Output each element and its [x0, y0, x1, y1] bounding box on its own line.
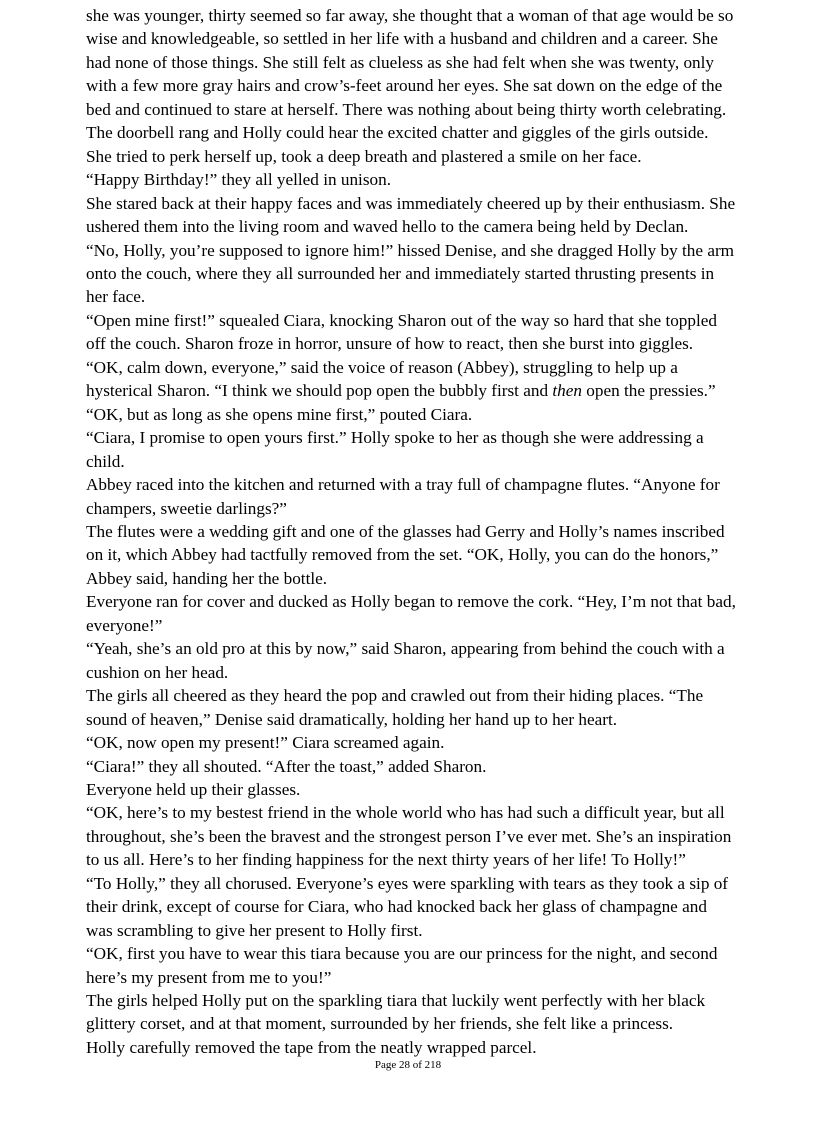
paragraph: “Ciara!” they all shouted. “After the toast,” added Sharon.	[86, 756, 487, 776]
paragraph: The girls all cheered as they heard the pop and crawled out from their hiding places. “The sound of heaven,” Denise said dramatically, holding her hand up to her heart.	[86, 686, 704, 729]
paragraph: Everyone held up their glasses.	[86, 779, 301, 799]
paragraph: she was younger, thirty seemed so far away, she thought that a woman of that age would be so wise and knowledgeable, so settled in her life with a husband and children and a career. She had none of those things. She still felt as clueless as she had felt when she was twenty, only with a few more gray hairs and crow’s-feet around her eyes. She sat down on the edge of the bed and continued to stare at herself. There was nothing about being thirty worth celebrating.	[86, 6, 734, 119]
paragraph: “OK, first you have to wear this tiara because you are our princess for the night, and second here’s my present from me to you!”	[86, 944, 718, 987]
paragraph: “To Holly,” they all chorused. Everyone’s eyes were sparkling with tears as they took a sip of their drink, except of course for Ciara, who had knocked back her glass of champagne and was scrambling to give her present to Holly first.	[86, 873, 729, 940]
paragraph: The girls helped Holly put on the sparkling tiara that luckily went perfectly with her black glittery corset, and at that moment, surrounded by her friends, she felt like a princess.	[86, 991, 706, 1034]
paragraph: “No, Holly, you’re supposed to ignore him!” hissed Denise, and she dragged Holly by the arm onto the couch, where they all surrounded her and immediately started thrusting presents in her face.	[86, 240, 735, 307]
paragraph: The flutes were a wedding gift and one of the glasses had Gerry and Holly’s names inscribed on it, which Abbey had tactfully removed from the set. “OK, Holly, you can do the honors,” Abbey said, handing her the bottle.	[86, 521, 725, 588]
paragraph: Everyone ran for cover and ducked as Holly began to remove the cork. “Hey, I’m not that bad, everyone!”	[86, 592, 736, 635]
paragraph: Abbey raced into the kitchen and returned with a tray full of champagne flutes. “Anyone for champers, sweetie darlings?”	[86, 475, 720, 518]
paragraph: “OK, here’s to my bestest friend in the whole world who has had such a difficult year, but all throughout, she’s been the bravest and the strongest person I’ve ever met. She’s an inspiration to us all. Here’s to her finding happiness for the next thirty years of her life! To Holly!”	[86, 803, 732, 870]
paragraph: “Happy Birthday!” they all yelled in unison.	[86, 170, 392, 190]
paragraph: Holly carefully removed the tape from the neatly wrapped parcel.	[86, 1037, 537, 1057]
paragraph: “Ciara, I promise to open yours first.” Holly spoke to her as though she were addressing a child.	[86, 428, 704, 471]
paragraph: “Yeah, she’s an old pro at this by now,” said Sharon, appearing from behind the couch with a cushion on her head.	[86, 639, 725, 682]
body-text	[86, 4, 736, 1059]
emphasis-text: then	[552, 381, 582, 401]
paragraph: “OK, now open my present!” Ciara screamed again.	[86, 733, 445, 753]
paragraph-text: “OK, calm down, everyone,” said the voice of reason (Abbey), struggling to help up a hysterical Sharon. “I think we should pop open the bubbly first and	[86, 357, 678, 401]
paragraph: She stared back at their happy faces and was immediately cheered up by their enthusiasm. She ushered them into the living room and waved hello to the camera being held by Declan.	[86, 193, 736, 237]
paragraph: “Open mine first!” squealed Ciara, knocking Sharon out of the way so hard that she toppled off the couch. Sharon froze in horror, unsure of how to react, then she burst into giggles.	[86, 310, 717, 354]
paragraph: The doorbell rang and Holly could hear the excited chatter and giggles of the girls outside. She tried to perk herself up, took a deep breath and plastered a smile on her face.	[86, 123, 709, 166]
page-number-footer: Page 28 of 218	[374, 1059, 442, 1071]
paragraph: “OK, but as long as she opens mine first,” pouted Ciara.	[86, 404, 473, 424]
paragraph-text: open the pressies.”	[581, 381, 716, 401]
paragraph	[86, 356, 736, 403]
